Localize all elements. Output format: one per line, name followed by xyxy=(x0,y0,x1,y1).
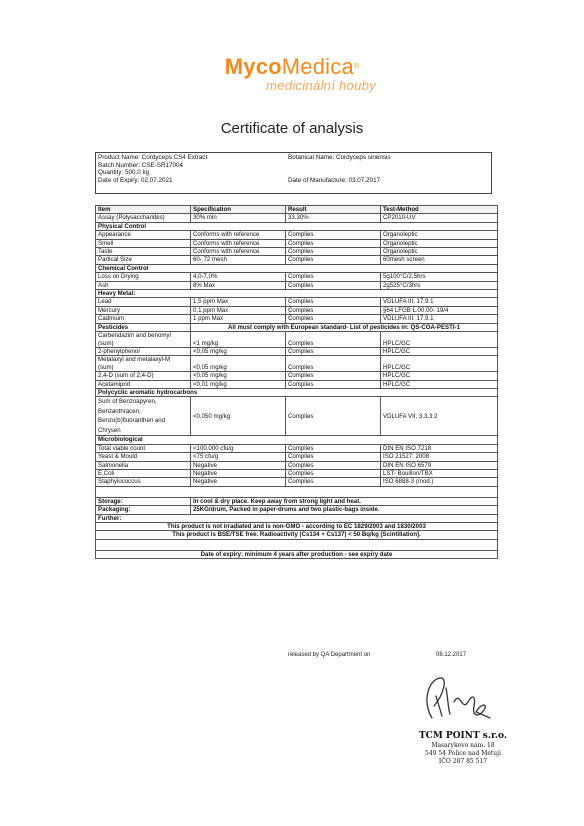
cell-item: Assay (Polysaccharides) xyxy=(96,214,191,222)
cell-method: DIN EN ISO 6579 xyxy=(381,461,498,469)
cell-result: Complies xyxy=(286,332,381,348)
table-row xyxy=(96,356,498,372)
date-of-expiry: Date of Expiry: 02.07.2021 xyxy=(98,176,173,184)
cell-method: Organoleptic xyxy=(381,248,498,256)
date-of-manufacture: Date of Manufacture: 03.07.2017 xyxy=(288,177,381,184)
cell-result: Complies xyxy=(286,469,381,477)
table-header-row xyxy=(96,206,498,214)
cell-method: VDLUFA III, 17.9.1 xyxy=(381,298,498,306)
analysis-table xyxy=(95,205,498,559)
bse-statement: This product is BSE/TSE free. Radioactivity (Cs134 + Cs137) < 50 Bq/kg [Scintillation]. xyxy=(96,531,498,539)
cell-method: 2g525°C/3hrs xyxy=(381,281,498,289)
cell-result: Complies xyxy=(286,372,381,380)
cell-spec: 8% Max xyxy=(191,281,286,289)
section-microbiological: Microbiological xyxy=(96,436,498,444)
cell-item xyxy=(96,397,191,436)
release-date: 08.12.2017 xyxy=(436,652,467,658)
section-heavy-metal: Heavy Metal: xyxy=(96,290,498,298)
cell-line: (sum) xyxy=(98,339,114,347)
spacer-row xyxy=(96,539,498,550)
cell-method: HPLC/GC xyxy=(381,347,498,355)
cell-spec: Conforms with reference xyxy=(191,231,286,239)
mycomedica-logo xyxy=(0,55,584,93)
cell-line: Benzo(b)fluoranthen and xyxy=(98,417,166,425)
spacer-row xyxy=(96,486,498,497)
table-row xyxy=(96,315,498,323)
packaging-row xyxy=(96,506,498,514)
cell-line: Metalaxyl and metalaxyl-M xyxy=(98,356,171,364)
cell-spec: <0,05 mg/kg xyxy=(191,356,286,372)
cell-result: Complies xyxy=(286,380,381,388)
cell-spec: <0,05 mg/kg xyxy=(191,372,286,380)
cell-item: Ash xyxy=(96,281,191,289)
cell-result: Complies xyxy=(286,453,381,461)
cell-result: Complies xyxy=(286,461,381,469)
company-stamp xyxy=(408,731,518,765)
cell-spec: <0,01 mg/kg xyxy=(191,380,286,388)
cell-method: §64 LFGB L.00.00- 19/4 xyxy=(381,306,498,314)
table-row xyxy=(96,332,498,348)
company-address-line2: 549 54 Police nad Metují xyxy=(425,749,501,757)
cell-spec: <75 cfu/g xyxy=(191,453,286,461)
cell-result: Complies xyxy=(286,231,381,239)
table-row xyxy=(96,453,498,461)
cell-line: Sum of Benzoapyren, xyxy=(98,398,157,406)
logo-subtitle: medicinální houby xyxy=(266,78,376,93)
gmo-statement: This product is not irradiated and is non-GMO - according to EC 1829/2003 and 1830/2003 xyxy=(96,523,498,531)
pesticides-note: All must comply with European standard- List of pesticides in: QS-COA-PESTI-1 xyxy=(191,323,498,331)
cell-method: HPLC/GC xyxy=(381,356,498,372)
cell-item: E.Coli xyxy=(96,469,191,477)
cell-spec: Negative xyxy=(191,469,286,477)
storage-row xyxy=(96,497,498,505)
cell-item: Taste xyxy=(96,248,191,256)
cell-line: Benzanthracen, xyxy=(98,407,141,415)
cell-result: 33,30% xyxy=(286,214,381,222)
cell-spec: 1,5 ppm Max xyxy=(191,298,286,306)
cell-spec: Negative xyxy=(191,461,286,469)
section-pesticides: Pesticides xyxy=(96,323,191,331)
product-info-box xyxy=(95,152,492,194)
cell-line: (sum) xyxy=(98,363,114,371)
cell-item: Smell xyxy=(96,239,191,247)
packaging-text: 25KG/drum, Packed in paper-drums and two plastic-bags inside. xyxy=(191,506,498,514)
table-row xyxy=(96,298,498,306)
cell-item xyxy=(96,332,191,348)
cell-method: VDLUFA VII, 3.3.3.2 xyxy=(381,397,498,436)
header-result: Result xyxy=(286,206,381,214)
cell-result: Complies xyxy=(286,315,381,323)
cell-line: Carbendazim and benomyl xyxy=(98,332,171,340)
botanical-name: Botanical Name: Cordyceps sinensis xyxy=(288,154,391,161)
cell-method: Organoleptic xyxy=(381,231,498,239)
cell-item xyxy=(96,356,191,372)
cell-result: Complies xyxy=(286,347,381,355)
cell-item: Cadmium xyxy=(96,315,191,323)
cell-spec: 60- 72 mesh xyxy=(191,256,286,264)
cell-result: Complies xyxy=(286,397,381,436)
cell-item: Staphylococcus xyxy=(96,478,191,486)
cell-spec: Negative xyxy=(191,478,286,486)
cell-item: Lead xyxy=(96,298,191,306)
section-chemical: Chemical Control xyxy=(96,264,498,272)
company-name: TCM POINT s.r.o. xyxy=(418,731,508,741)
table-row xyxy=(96,256,498,264)
release-text: released by QA Department on xyxy=(288,652,371,658)
table-row xyxy=(96,372,498,380)
cell-method: DIN EN ISO 7218 xyxy=(381,444,498,452)
cell-item: Yeast & Mould xyxy=(96,453,191,461)
table-row xyxy=(96,239,498,247)
header-specification: Specification xyxy=(191,206,286,214)
table-row xyxy=(96,281,498,289)
cell-spec: 30% min xyxy=(191,214,286,222)
table-row xyxy=(96,231,498,239)
storage-label: Storage: xyxy=(96,497,191,505)
cell-item: Appearance xyxy=(96,231,191,239)
cell-result: Complies xyxy=(286,248,381,256)
cell-spec: Conforms with reference xyxy=(191,239,286,247)
cell-item: 2-phenylphenol xyxy=(96,347,191,355)
table-row xyxy=(96,380,498,388)
cell-item: Partical Size xyxy=(96,256,191,264)
cell-spec: 1 ppm Max xyxy=(191,315,286,323)
cell-method: HPLC/GC xyxy=(381,372,498,380)
cell-result: Complies xyxy=(286,306,381,314)
storage-text: In cool & dry place. Keep away from strong light and heat. xyxy=(191,497,498,505)
further-label: Further: xyxy=(96,514,498,522)
cell-result: Complies xyxy=(286,298,381,306)
section-pah: Polycyclic aromatic hydrocarbons xyxy=(96,388,498,396)
cell-spec: <0,050 mg/kg xyxy=(191,397,286,436)
table-row xyxy=(96,214,498,222)
table-row xyxy=(96,273,498,281)
cell-spec: <100.000 cfu/g xyxy=(191,444,286,452)
cell-method: VDLUFA III, 17.9.1 xyxy=(381,315,498,323)
cell-item: Mercury xyxy=(96,306,191,314)
quantity: Quantity: 500.0 kg xyxy=(98,169,150,177)
cell-item: Total viable count xyxy=(96,444,191,452)
table-row xyxy=(96,347,498,355)
product-name: Product Name: Cordyceps CS4 Extract xyxy=(98,154,208,161)
logo-registered-mark: ® xyxy=(353,63,360,70)
cell-item: 2,4-D (sum of 2,4-D) xyxy=(96,372,191,380)
table-row xyxy=(96,306,498,314)
table-row xyxy=(96,248,498,256)
table-row xyxy=(96,397,498,436)
cell-method: HPLC/GC xyxy=(381,332,498,348)
pesticides-header-row xyxy=(96,323,498,331)
cell-method: 5g100°C/2,5hrs xyxy=(381,273,498,281)
cell-spec: <1 mg/kg xyxy=(191,332,286,348)
table-row xyxy=(96,478,498,486)
signature-image xyxy=(418,672,498,724)
cell-item: Salmonella xyxy=(96,461,191,469)
logo-myco: Myco xyxy=(224,54,282,79)
cell-method: LST- Bouillon/TBX xyxy=(381,469,498,477)
cell-item: Loss on Drying xyxy=(96,273,191,281)
cell-result: Complies xyxy=(286,273,381,281)
cell-spec: 0,1 ppm Max xyxy=(191,306,286,314)
batch-number: Batch Number: CSE-SR17004 xyxy=(98,161,184,169)
cell-method: ISO 6888-3 (mod.) xyxy=(381,478,498,486)
cell-result: Complies xyxy=(286,256,381,264)
expiry-statement: Date of expiry: minimum 4 years after production - see expiry date xyxy=(96,550,498,558)
section-physical: Physical Control xyxy=(96,222,498,230)
header-test-method: Test-Method xyxy=(381,206,498,214)
cell-line: Chrysen xyxy=(98,426,121,434)
table-row xyxy=(96,444,498,452)
cell-method: ISO 21527: 2008 xyxy=(381,453,498,461)
cell-result: Complies xyxy=(286,281,381,289)
company-address-line1: Masarykovo nám. 18 xyxy=(431,742,495,749)
document-title: Certificate of analysis xyxy=(220,120,364,137)
cell-result: Complies xyxy=(286,239,381,247)
cell-spec: Conforms with reference xyxy=(191,248,286,256)
cell-result: Complies xyxy=(286,444,381,452)
header-item: Item xyxy=(96,206,191,214)
packaging-label: Packaging: xyxy=(96,506,191,514)
cell-method: 60mesh screen xyxy=(381,256,498,264)
table-row xyxy=(96,469,498,477)
cell-item: Acetamiprid xyxy=(96,380,191,388)
info-left xyxy=(98,154,207,184)
cell-method: HPLC/GC xyxy=(381,380,498,388)
cell-method: CP2010-UV xyxy=(381,214,498,222)
cell-method: Organoleptic xyxy=(381,239,498,247)
company-ico: IČO 287 85 517 xyxy=(438,757,488,765)
cell-spec: <0,05 mg/kg xyxy=(191,347,286,355)
table-row xyxy=(96,461,498,469)
logo-medica: Medica xyxy=(281,54,354,79)
cell-spec: 4,0-7,0% xyxy=(191,273,286,281)
cell-result: Complies xyxy=(286,478,381,486)
cell-result: Complies xyxy=(286,356,381,372)
